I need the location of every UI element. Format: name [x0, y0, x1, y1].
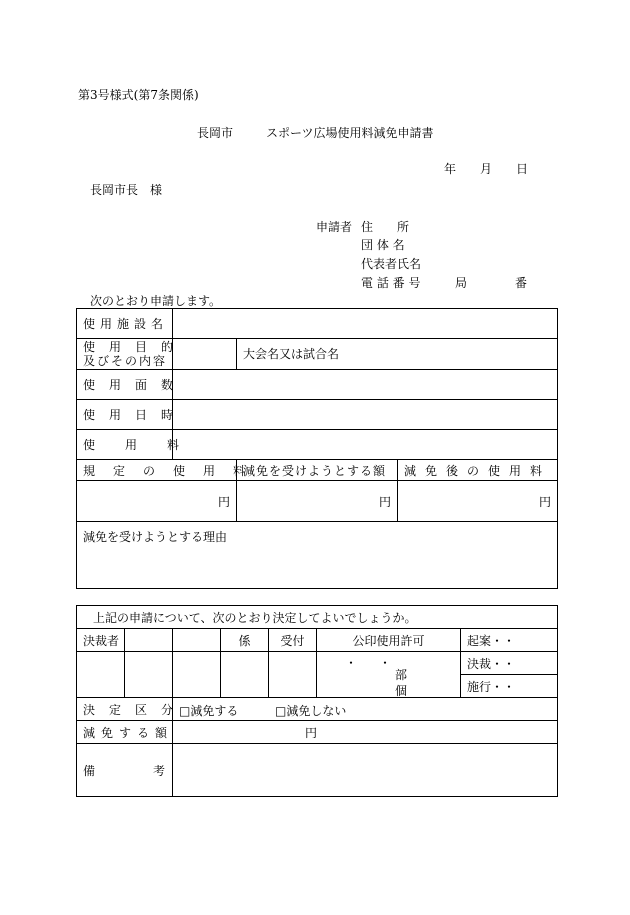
- title-city: 長岡市: [197, 126, 234, 140]
- approver-sign-1[interactable]: [77, 652, 125, 698]
- applicant-group-label: 団 体 名: [361, 238, 405, 252]
- approver-sign-2[interactable]: [125, 652, 173, 698]
- remarks-label: 備考: [77, 744, 173, 797]
- draft-cell[interactable]: 起案 ・ ・: [461, 629, 558, 652]
- after-fee-field[interactable]: 円: [398, 481, 558, 522]
- event-name-label[interactable]: 大会名又は試合名: [237, 339, 558, 370]
- recipient: 長岡市長 様: [90, 183, 163, 197]
- fee-field[interactable]: [173, 430, 558, 460]
- form-number: 第3号様式(第7条関係): [78, 88, 199, 102]
- phone-station-label: 局: [455, 276, 468, 290]
- facility-field[interactable]: [173, 309, 558, 339]
- reduce-no-checkbox[interactable]: □減免しない: [275, 704, 347, 718]
- decision-question: 上記の申請について、次のとおり決定してよいでしょうか。: [77, 606, 558, 629]
- intro-text: 次のとおり申請します。: [90, 294, 222, 308]
- approver-cell-1[interactable]: [125, 629, 173, 652]
- date-year: 年: [444, 162, 457, 176]
- reduced-amount-field[interactable]: 円: [173, 721, 558, 744]
- after-fee-label: 減免後の使用料: [398, 460, 558, 481]
- reason-field[interactable]: [77, 522, 558, 589]
- reason-label: 減免を受けようとする理由: [83, 530, 228, 544]
- regulated-fee-field[interactable]: 円: [77, 481, 237, 522]
- reduction-amount-field[interactable]: 円: [237, 481, 398, 522]
- fee-label: 使用料: [77, 430, 173, 460]
- page-title: スポーツ広場使用料減免申請書: [266, 126, 434, 140]
- purpose-label: 使用目的 及びその内容: [77, 339, 173, 370]
- reduced-amount-label: 減免する額: [77, 721, 173, 744]
- reception-sign[interactable]: [269, 652, 317, 698]
- applicant-address-label: 住 所: [361, 220, 410, 234]
- date-day: 日: [516, 162, 529, 176]
- reduction-amount-label: 減免を受けようとする額: [237, 460, 398, 481]
- seal-permit-cell[interactable]: ・ ・ 部 個: [317, 652, 461, 698]
- approver-cell-2[interactable]: [173, 629, 221, 652]
- reception-label: 受付: [269, 629, 317, 652]
- decision-table: [76, 605, 558, 797]
- reduce-yes-checkbox[interactable]: □減免する: [179, 704, 239, 718]
- seal-permit-label: 公印使用許可: [317, 629, 461, 652]
- datetime-field[interactable]: [173, 400, 558, 430]
- applicant-representative-label: 代表者氏名: [361, 257, 422, 271]
- staff-sign[interactable]: [221, 652, 269, 698]
- approver-sign-3[interactable]: [173, 652, 221, 698]
- area-field[interactable]: [173, 370, 558, 400]
- remarks-field[interactable]: [173, 744, 558, 797]
- applicant-label: 申請者: [316, 220, 353, 234]
- staff-label: 係: [221, 629, 269, 652]
- approval-cell[interactable]: 決裁 ・ ・: [461, 652, 558, 675]
- phone-number-label: 番: [515, 276, 528, 290]
- applicant-phone-label: 電 話 番 号: [361, 276, 421, 290]
- application-table: [76, 308, 558, 589]
- facility-label: 使用施設名: [77, 309, 173, 339]
- approver-label: 決裁者: [77, 629, 125, 652]
- area-label: 使用面数: [77, 370, 173, 400]
- date-month: 月: [480, 162, 493, 176]
- regulated-fee-label: 規定の使用料: [77, 460, 237, 481]
- datetime-label: 使用日時: [77, 400, 173, 430]
- enforcement-cell[interactable]: 施行 ・ ・: [461, 675, 558, 698]
- category-options: [173, 698, 558, 721]
- category-label: 決定区分: [77, 698, 173, 721]
